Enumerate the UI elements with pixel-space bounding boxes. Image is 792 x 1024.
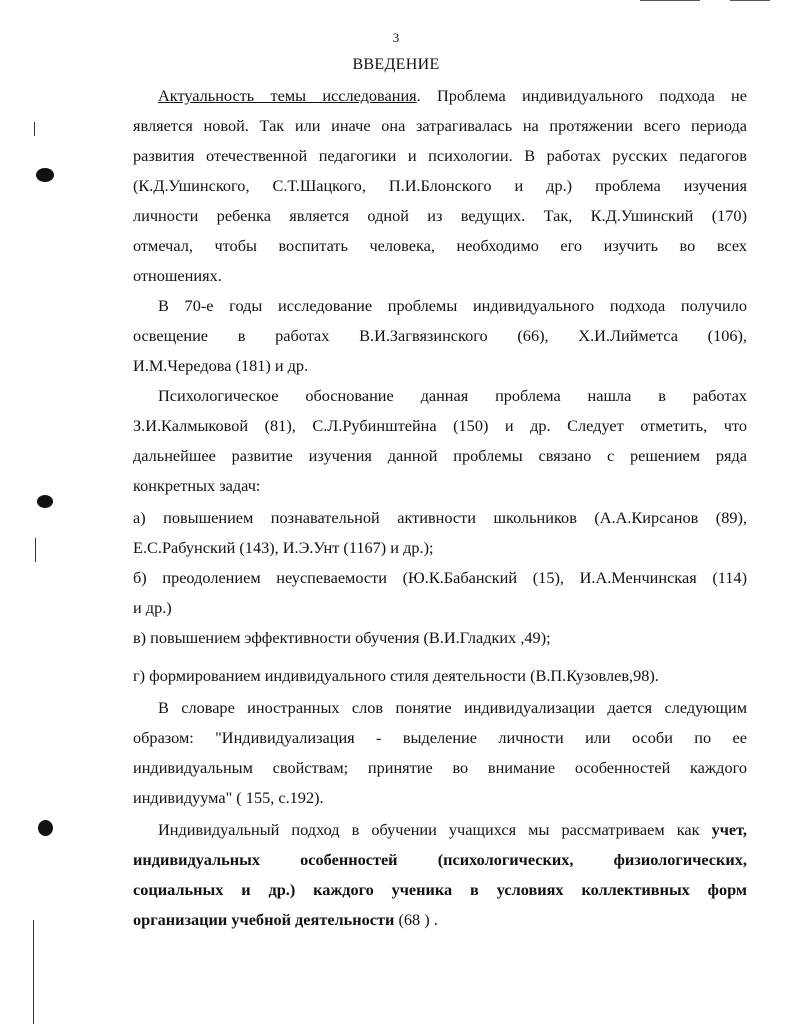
scan-artifact	[35, 538, 36, 562]
paragraph-line: В словаре иностранных слов понятие индивидуализации дается следующим	[158, 698, 747, 717]
paragraph-line	[133, 910, 747, 930]
paragraph-line: социальных и др.) каждого ученика в условиях коллективных форм	[133, 880, 747, 899]
paragraph-line: Психологическое обоснование данная проблема нашла в работах	[158, 386, 747, 405]
list-item: и др.)	[133, 598, 172, 617]
paragraph-line: отношениях.	[133, 266, 222, 285]
paragraph-line: отмечал, чтобы воспитать человека, необходимо его изучить во всех	[133, 236, 747, 255]
paragraph-line: индивидуальных особенностей (психологических, физиологических,	[133, 850, 747, 869]
scan-artifact	[640, 0, 700, 1]
left-margin-line	[33, 920, 34, 1024]
scan-artifact	[34, 122, 35, 136]
bold-text: учет,	[711, 820, 747, 839]
punch-hole-mark	[36, 168, 54, 182]
list-item: а) повышением познавательной активности школьников (А.А.Кирсанов (89),	[133, 508, 747, 527]
paragraph-line: дальнейшее развитие изучения данной проблемы связано с решением ряда	[133, 446, 747, 465]
paragraph-line: развития отечественной педагогики и психологии. В работах русских педагогов	[133, 146, 747, 165]
underlined-heading: Актуальность темы исследования	[158, 86, 417, 105]
paragraph-line: В 70-е годы исследование проблемы индивидуального подхода получило	[158, 296, 747, 315]
list-item: б) преодолением неуспеваемости (Ю.К.Бабанский (15), И.А.Менчинская (114)	[133, 568, 747, 587]
list-item: в) повышением эффективности обучения (В.И.Гладких ,49);	[133, 628, 551, 647]
paragraph-line: И.М.Чередова (181) и др.	[133, 356, 309, 375]
paragraph-line: (К.Д.Ушинского, С.Т.Шацкого, П.И.Блонского и др.) проблема изучения	[133, 176, 747, 195]
paragraph-line: личности ребенка является одной из ведущих. Так, К.Д.Ушинский (170)	[133, 206, 747, 225]
list-item: г) формированием индивидуального стиля деятельности (В.П.Кузовлев,98).	[133, 666, 659, 685]
paragraph-line	[158, 86, 747, 106]
punch-hole-mark	[37, 495, 53, 508]
text-span: . Проблема индивидуального подхода не	[416, 86, 747, 105]
scan-artifact	[730, 0, 770, 1]
paragraph-line	[158, 820, 747, 840]
paragraph-line: индивидуальным свойствам; принятие во внимание особенностей каждого	[133, 758, 747, 777]
paragraph-line: конкретных задач:	[133, 476, 261, 495]
page-number: 3	[392, 30, 400, 45]
paragraph-line: образом: "Индивидуализация - выделение личности или особи по ее	[133, 728, 747, 747]
paragraph-line: индивидуума" ( 155, с.192).	[133, 788, 324, 807]
punch-hole-mark	[38, 820, 53, 836]
bold-text: организации учебной деятельности	[133, 910, 395, 929]
text-span: (68 ) .	[394, 910, 438, 929]
paragraph-line: З.И.Калмыковой (81), С.Л.Рубинштейна (150) и др. Следует отметить, что	[133, 416, 747, 435]
list-item: Е.С.Рабунский (143), И.Э.Унт (1167) и др.);	[133, 538, 434, 557]
paragraph-line: освещение в работах В.И.Загвязинского (66), Х.И.Лийметса (106),	[133, 326, 747, 345]
paragraph-line: является новой. Так или иначе она затрагивалась на протяжении всего периода	[133, 116, 747, 135]
page-title: ВВЕДЕНИЕ	[352, 56, 440, 73]
text-span: Индивидуальный подход в обучении учащихся мы рассматриваем как	[158, 820, 700, 839]
